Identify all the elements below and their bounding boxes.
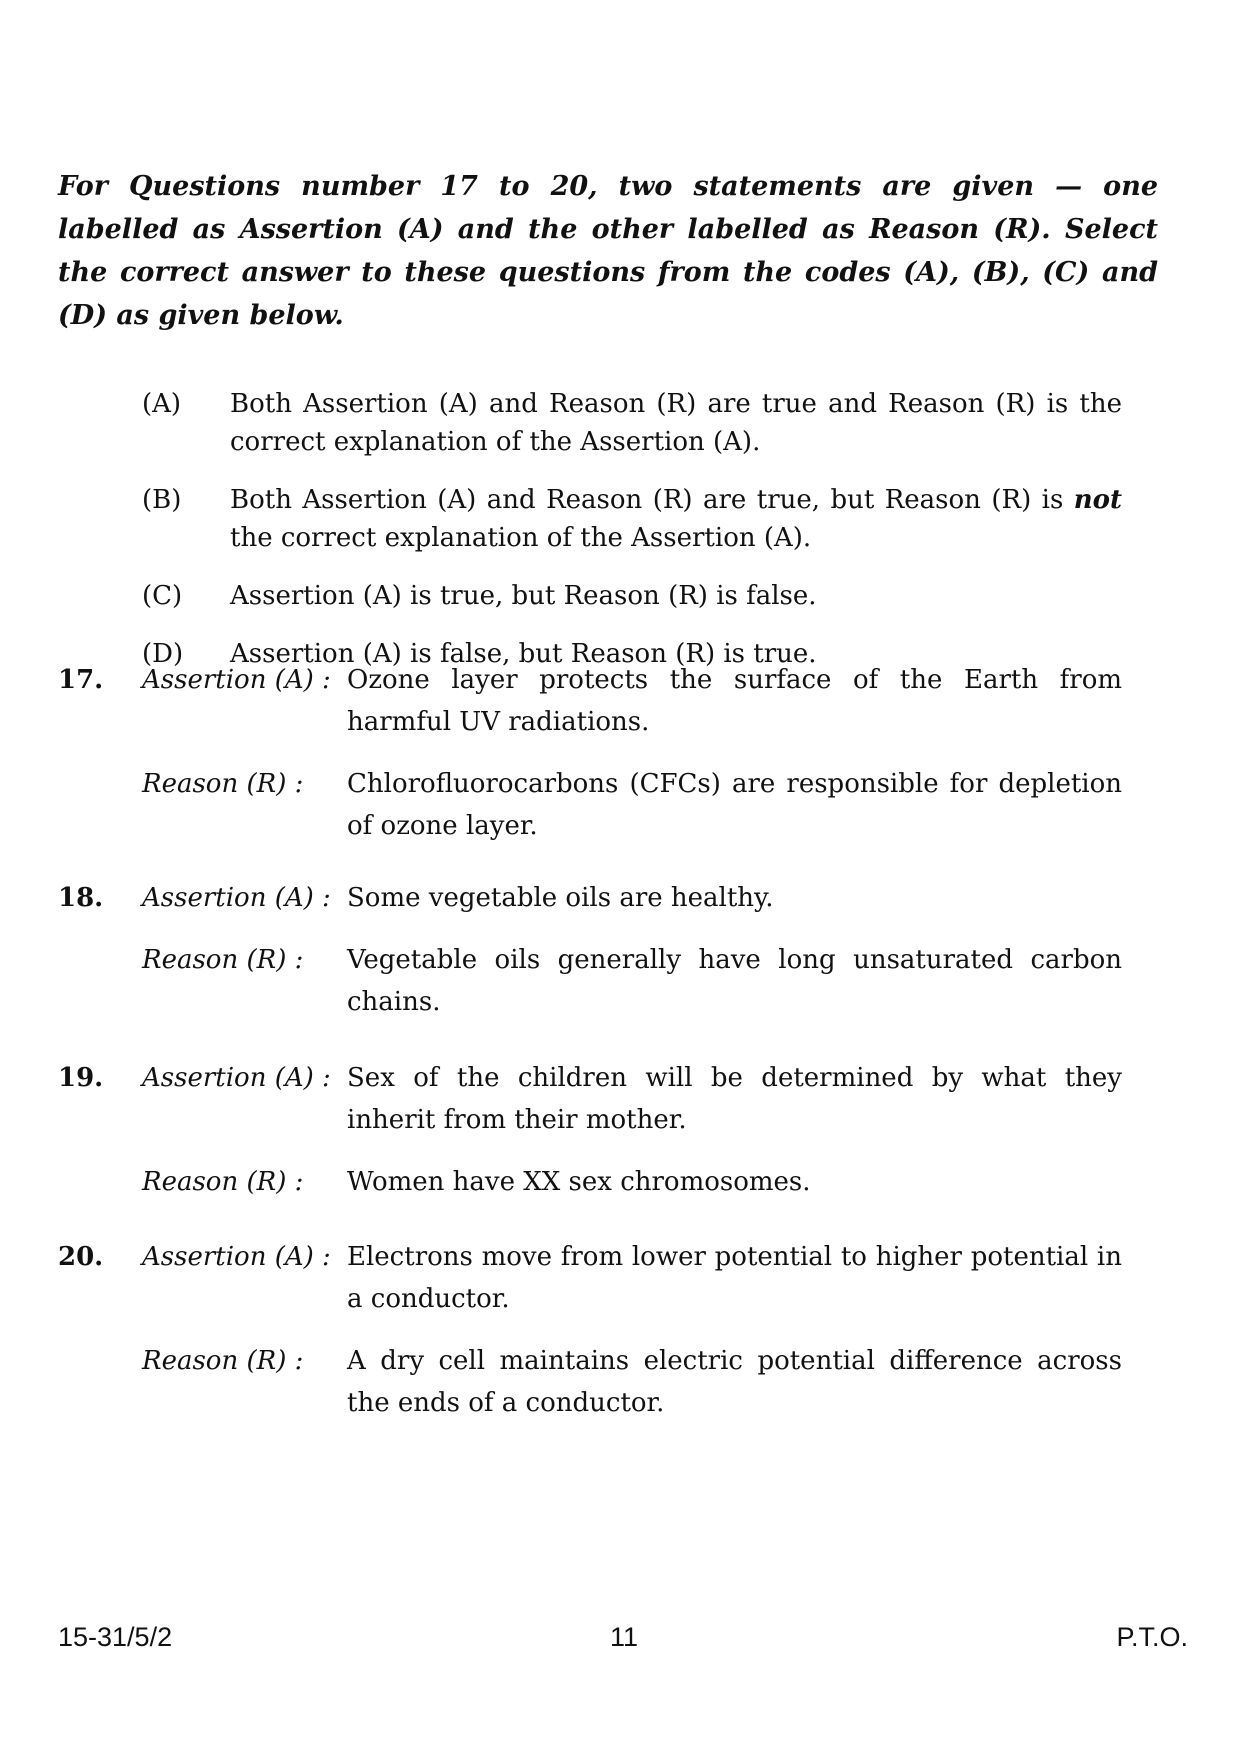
- code-text: Assertion (A) is true, but Reason (R) is false.: [230, 581, 817, 611]
- assertion-text: Some vegetable oils are healthy.: [347, 883, 774, 913]
- assertion-text: Ozone layer protects the surface of the Earth from harmful UV radiations.: [347, 665, 1122, 737]
- code-text-emphasis: not: [1073, 485, 1122, 515]
- code-label: (B): [142, 485, 182, 515]
- reason-text: Vegetable oils generally have long unsaturated carbon chains.: [347, 945, 1122, 1017]
- reason-label: Reason (R) :: [142, 769, 304, 799]
- question-20: [58, 1236, 1122, 1424]
- instructions: For Questions number 17 to 20, two statements are given — one labelled as Assertion (A) and the other labelled as Reason (R). Select the correct answer to these questions from the codes (A), (B), (C) and (D) as given below.: [58, 171, 1158, 331]
- reason-text: A dry cell maintains electric potential difference across the ends of a conductor.: [347, 1346, 1122, 1418]
- question-number: 17.: [58, 665, 104, 695]
- question-17: [58, 659, 1122, 847]
- code-text: Both Assertion (A) and Reason (R) are true and Reason (R) is the correct explanation of the Assertion (A).: [230, 389, 1122, 457]
- question-number: 19.: [58, 1063, 104, 1093]
- reason-label: Reason (R) :: [142, 1346, 304, 1376]
- assertion-label: Assertion (A) :: [142, 665, 331, 695]
- pto-label: P.T.O.: [1116, 1622, 1188, 1652]
- code-label: (D): [142, 639, 184, 669]
- question-18: [58, 877, 1122, 1023]
- reason-text: Women have XX sex chromosomes.: [347, 1167, 811, 1197]
- assertion-label: Assertion (A) :: [142, 1242, 331, 1272]
- code-label: (A): [142, 389, 182, 419]
- assertion-label: Assertion (A) :: [142, 883, 331, 913]
- assertion-label: Assertion (A) :: [142, 1063, 331, 1093]
- code-b: [142, 481, 1122, 557]
- paper-code: 15-31/5/2: [58, 1622, 173, 1652]
- reason-text: Chlorofluorocarbons (CFCs) are responsible for depletion of ozone layer.: [347, 769, 1122, 841]
- answer-codes: [142, 385, 1122, 693]
- code-text-pre: Both Assertion (A) and Reason (R) are true, but Reason (R) is: [230, 485, 1074, 515]
- code-a: [142, 385, 1122, 461]
- code-text: [230, 481, 1122, 557]
- code-label: (C): [142, 581, 183, 611]
- page-number: 11: [610, 1622, 639, 1652]
- code-text-post: the correct explanation of the Assertion (A).: [230, 523, 812, 553]
- assertion-text: Sex of the children will be determined by what they inherit from their mother.: [347, 1063, 1122, 1135]
- assertion-text: Electrons move from lower potential to higher potential in a conductor.: [347, 1242, 1122, 1314]
- question-number: 18.: [58, 883, 104, 913]
- code-c: [142, 577, 1122, 615]
- page-footer: [58, 1622, 1188, 1662]
- reason-label: Reason (R) :: [142, 945, 304, 975]
- question-19: [58, 1057, 1122, 1203]
- reason-label: Reason (R) :: [142, 1167, 304, 1197]
- question-number: 20.: [58, 1242, 104, 1272]
- code-text: Assertion (A) is false, but Reason (R) is true.: [230, 639, 817, 669]
